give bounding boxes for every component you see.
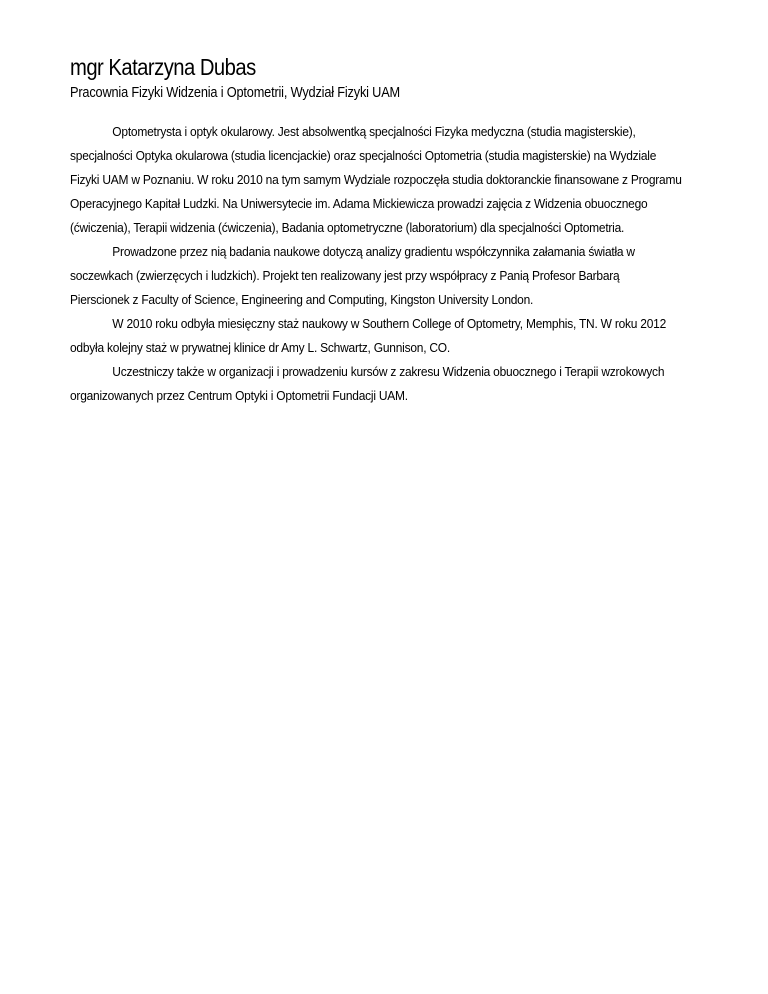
paragraph-courses <box>70 360 705 408</box>
text-line: Pierscionek z Faculty of Science, Engineering and Computing, Kingston University London. <box>70 292 534 307</box>
text-line: W 2010 roku odbyła miesięczny staż naukowy w Southern College of Optometry, Memphis, TN. W roku 2012 <box>112 316 667 331</box>
text-line: specjalności Optyka okularowa (studia licencjackie) oraz specjalności Optometria (studia magisterskie) na Wydziale <box>70 148 657 163</box>
text-line: Fizyki UAM w Poznaniu. W roku 2010 na tym samym Wydziale rozpoczęła studia doktoranckie finansowane z Programu <box>70 172 682 187</box>
text-line: odbyła kolejny staż w prywatnej klinice dr Amy L. Schwartz, Gunnison, CO. <box>70 340 450 355</box>
person-name: mgr Katarzyna Dubas <box>70 54 256 80</box>
affiliation: Pracownia Fizyki Widzenia i Optometrii, Wydział Fizyki UAM <box>70 85 401 101</box>
text-line: Uczestniczy także w organizacji i prowadzeniu kursów z zakresu Widzenia obuocznego i Terapii wzrokowych <box>112 364 665 379</box>
document-header <box>70 53 710 102</box>
paragraph-research <box>70 240 705 312</box>
text-line: soczewkach (zwierzęcych i ludzkich). Projekt ten realizowany jest przy współpracy z Panią Profesor Barbarą <box>70 268 620 283</box>
text-line: (ćwiczenia), Terapii widzenia (ćwiczenia), Badania optometryczne (laboratorium) dla specjalności Optometria. <box>70 220 625 235</box>
paragraph-bio <box>70 120 705 240</box>
text-line: organizowanych przez Centrum Optyki i Optometrii Fundacji UAM. <box>70 388 408 403</box>
paragraph-internships <box>70 312 705 360</box>
text-line: Operacyjnego Kapitał Ludzki. Na Uniwersytecie im. Adama Mickiewicza prowadzi zajęcia z Widzenia obuocznego <box>70 196 648 211</box>
text-line: Prowadzone przez nią badania naukowe dotyczą analizy gradientu współczynnika załamania światła w <box>112 244 635 259</box>
text-line: Optometrysta i optyk okularowy. Jest absolwentką specjalności Fizyka medyczna (studia magisterskie), <box>112 124 636 139</box>
document-body <box>70 120 705 408</box>
